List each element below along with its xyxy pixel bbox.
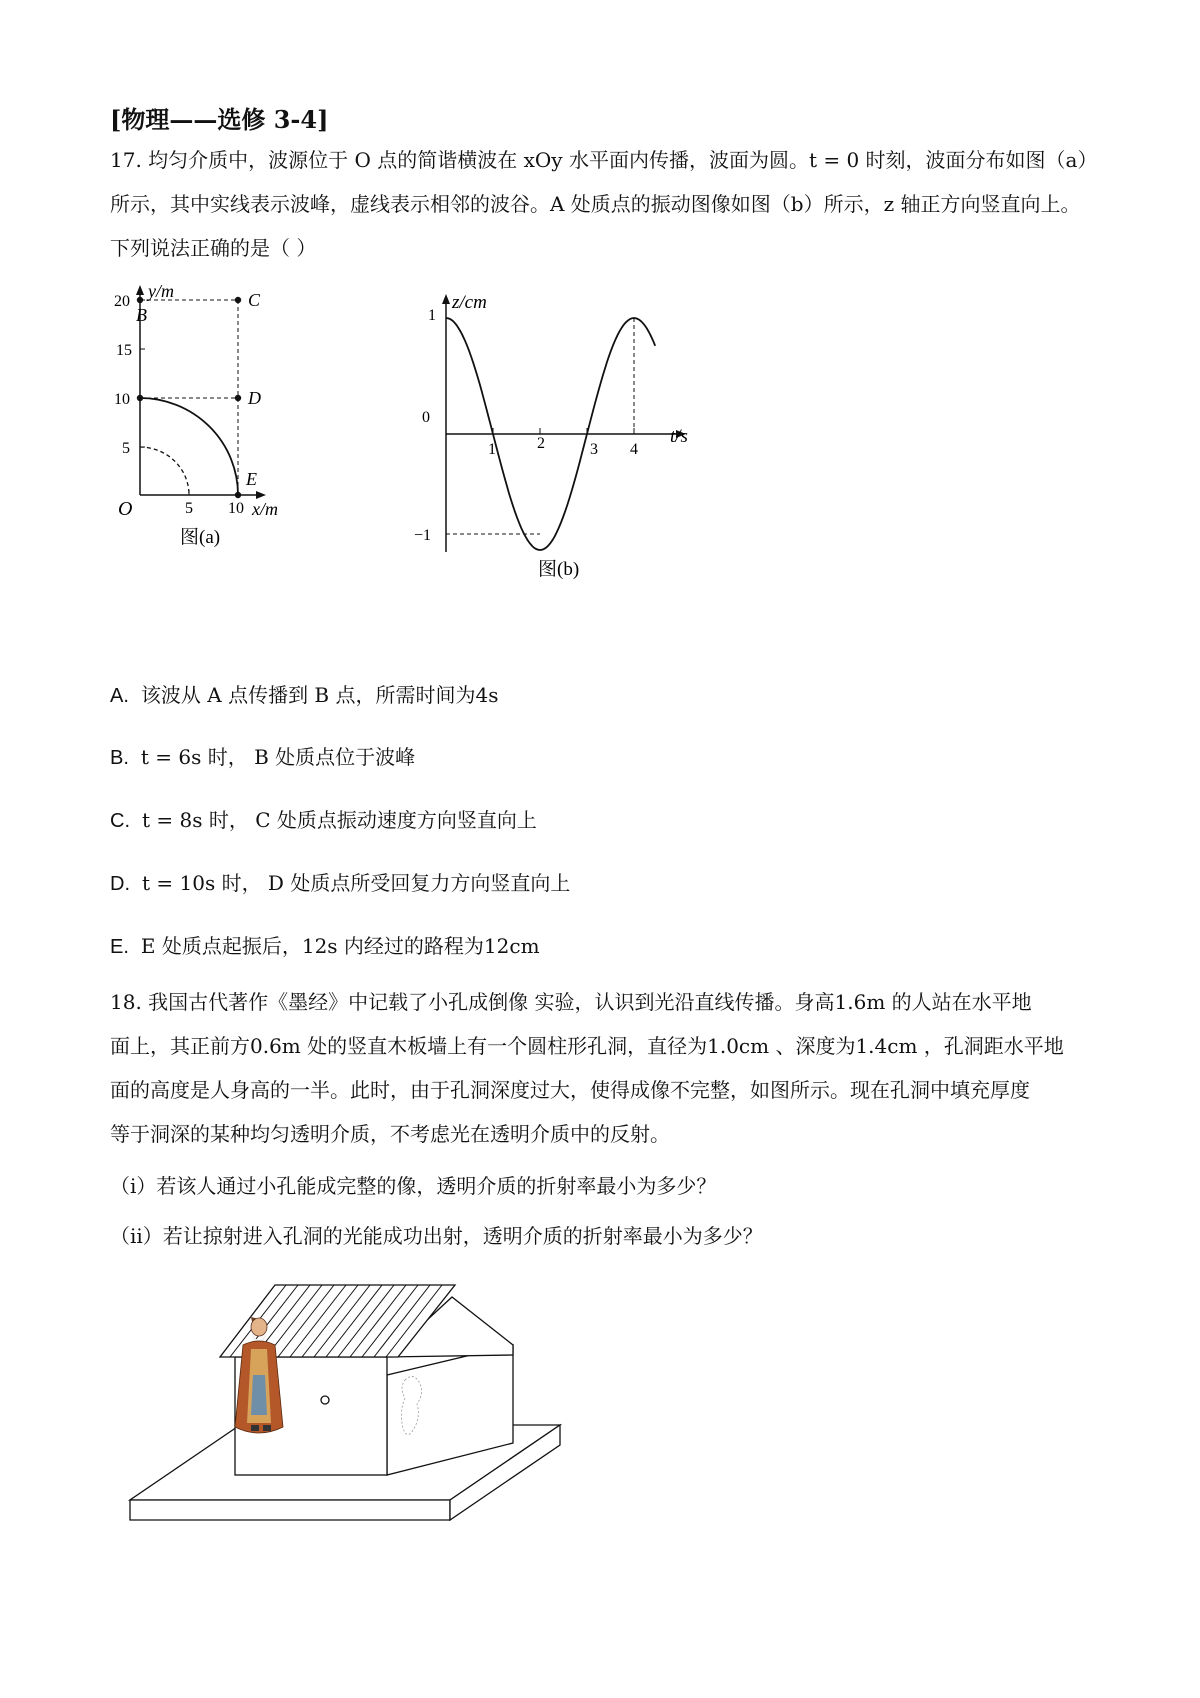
fig-a-label-c: C [248,290,261,310]
option-a[interactable] [110,680,498,711]
fig-b-ttick-4: 4 [630,441,638,458]
pinhole-house-illustration [125,1275,565,1540]
option-e-letter: E. [110,936,129,958]
option-c[interactable] [110,805,537,836]
fig-b-ttick-2: 2 [537,435,545,452]
question-17-text [110,138,1100,270]
option-b[interactable] [110,742,415,773]
fig-a-ytick-20: 20 [114,293,130,310]
fig-b-ttick-1: 1 [488,441,496,458]
fig-a-point-e [235,492,241,498]
fig-a-trough-arc [140,447,189,495]
question-18-text [110,980,1100,1156]
q17-line-3: 下列说法正确的是（ ） [110,236,317,260]
pinhole [321,1396,329,1404]
fig-a-ytick-5: 5 [122,440,130,457]
fig-b-t-label: t/s [670,426,688,447]
section-title: [物理——选修 3-4] [110,105,329,134]
option-d-text: t = 10s 时， D 处质点所受回复力方向竖直向上 [142,871,571,895]
option-c-text: t = 8s 时， C 处质点振动速度方向竖直向上 [142,808,537,832]
fig-a-point-b [137,297,143,303]
figure-a [110,285,330,585]
option-a-text: 该波从 A 点传播到 B 点，所需时间为4s [140,683,499,707]
fig-a-ytick-10: 10 [114,391,130,408]
option-b-letter: B. [110,747,129,769]
ground-platform-front [130,1500,450,1520]
fig-a-caption: 图(a) [180,527,221,548]
option-d[interactable] [110,868,570,899]
q18-line-3: 面的高度是人身高的一半。此时，由于孔洞深度过大，使得成像不完整，如图所示。现在孔洞中填充厚度 [110,1078,1030,1102]
q18-sub-question-1: （i）若该人通过小孔能成完整的像，透明介质的折射率最小为多少？ [110,1174,717,1198]
q17-line-1: 17. 均匀介质中，波源位于 O 点的简谐横波在 xOy 水平面内传播，波面为圆。t = 0 时刻，波面分布如图（a） [110,148,1098,172]
fig-b-caption: 图(b) [538,559,580,580]
fig-a-point-c [235,297,241,303]
fig-a-ytick-15: 15 [116,342,132,359]
q18-sub-question-2: （ii）若让掠射进入孔洞的光能成功出射，透明介质的折射率最小为多少？ [110,1224,763,1248]
option-e[interactable] [110,931,540,962]
fig-b-ztick-minus1: −1 [414,527,432,544]
fig-a-origin-label: O [118,498,133,520]
fig-a-x-arrow [256,491,266,499]
option-b-text: t = 6s 时， B 处质点位于波峰 [140,745,416,769]
fig-a-xtick-10: 10 [228,500,244,517]
fig-a-y-label: y/m [148,285,174,301]
fig-a-point-d [235,395,241,401]
option-d-letter: D. [110,873,130,895]
q18-line-4: 等于洞深的某种均匀透明介质，不考虑光在透明介质中的反射。 [110,1122,670,1146]
q18-line-1: 18. 我国古代著作《墨经》中记载了小孔成倒像 实验，认识到光沿直线传播。身高1.6m 的人站在水平地 [110,990,1032,1014]
option-c-letter: C. [110,810,130,832]
fig-a-label-e: E [246,469,257,489]
fig-b-ztick-1: 1 [428,307,436,324]
fig-a-crest-arc [140,398,238,495]
fig-b-ztick-0: 0 [422,409,430,426]
fig-a-label-d: D [248,388,261,408]
fig-b-z-arrow [442,294,450,304]
q18-line-2: 面上，其正前方0.6m 处的竖直木板墙上有一个圆柱形孔洞，直径为1.0cm 、深度为1.4cm ，孔洞距水平地 [110,1034,1064,1058]
fig-b-ttick-3: 3 [590,441,598,458]
figure-b [400,292,700,582]
fig-a-xtick-5: 5 [185,500,193,517]
fig-a-label-b: B [136,305,147,325]
option-e-text: E 处质点起振后，12s 内经过的路程为12cm [140,934,540,958]
fig-a-point-a [137,395,143,401]
q17-line-2: 所示，其中实线表示波峰，虚线表示相邻的波谷。A 处质点的振动图像如图（b）所示，z 轴正方向竖直向上。 [110,192,1081,216]
fig-a-x-label: x/m [252,499,278,519]
option-a-letter: A. [110,685,129,707]
fig-b-z-label: z/cm [452,292,487,313]
fig-a-y-arrow [136,285,144,295]
